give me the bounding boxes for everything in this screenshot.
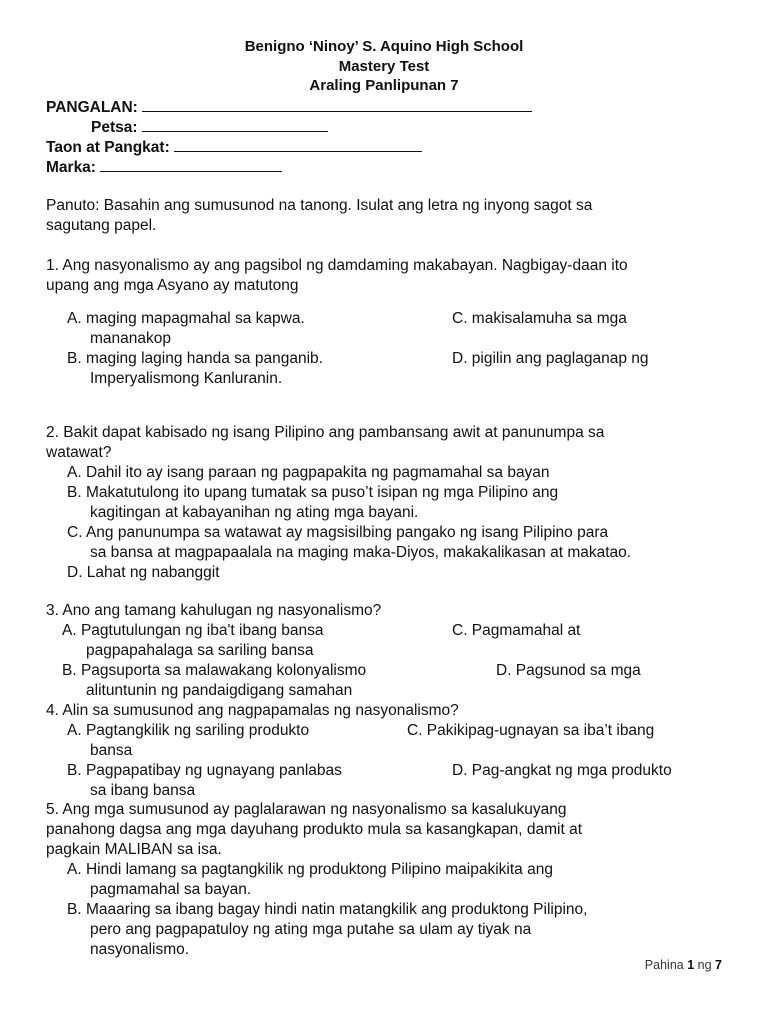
grade-label: Marka: (46, 159, 96, 176)
date-blank (142, 117, 328, 132)
q3-option-b: B. Pagsuporta sa malawakang kolonyalismo (62, 662, 367, 679)
q5-option-b-cont: nasyonalismo. (90, 941, 190, 958)
question-1-text: upang ang mga Asyano ay matutong (46, 277, 299, 294)
page-separator: ng (697, 958, 712, 972)
q3-option-d: D. Pagsunod sa mga (496, 662, 641, 679)
q5-option-b-cont: pero ang pagpapatuloy ng ating mga putahe sa ulam ay tiyak na (90, 921, 532, 938)
name-label: PANGALAN: (46, 99, 138, 116)
instructions-line: sagutang papel. (46, 217, 157, 234)
q4-option-d: D. Pag-angkat ng mga produkto (452, 762, 672, 779)
question-2-text: watawat? (46, 444, 112, 461)
q2-option-b: B. Makatutulong ito upang tumatak sa puso’t isipan ng mga Pilipino ang (67, 484, 559, 501)
q2-option-a: A. Dahil ito ay isang paraan ng pagpapakita ng pagmamahal sa bayan (67, 464, 550, 481)
q3-option-a-cont: pagpapahalaga sa sariling bansa (86, 642, 314, 659)
q3-option-c: C. Pagmamahal at (452, 622, 581, 639)
question-4-text: 4. Alin sa sumusunod ang nagpapamalas ng nasyonalismo? (46, 702, 459, 719)
name-blank (142, 97, 532, 112)
year-section-blank (174, 137, 422, 152)
q1-option-c: C. makisalamuha sa mga (452, 310, 627, 327)
date-field (91, 117, 328, 138)
instructions-line: Panuto: Basahin ang sumusunod na tanong. Isulat ang letra ng inyong sagot sa (46, 197, 593, 214)
year-section-label: Taon at Pangkat: (46, 139, 170, 156)
question-1-text: 1. Ang nasyonalismo ay ang pagsibol ng damdaming makabayan. Nagbigay-daan ito (46, 257, 628, 274)
page-prefix: Pahina (644, 958, 684, 972)
subject-title: Araling Panlipunan 7 (309, 77, 459, 94)
q5-option-b: B. Maaaring sa ibang bagay hindi natin matangkilik ang produktong Pilipino, (67, 901, 588, 918)
q1-option-b: B. maging laging handa sa panganib. (67, 350, 323, 367)
question-5-text: pagkain MALIBAN sa isa. (46, 841, 222, 858)
q2-option-c: C. Ang panunumpa sa watawat ay magsisilbing pangako ng isang Pilipino para (67, 524, 609, 541)
q4-option-d-cont: sa ibang bansa (90, 782, 196, 799)
page-number (645, 958, 722, 972)
date-label: Petsa: (91, 119, 138, 136)
test-title: Mastery Test (338, 57, 430, 75)
q1-option-d: D. pigilin ang paglaganap ng (452, 350, 649, 367)
q4-option-c: C. Pakikipag-ugnayan sa iba’t ibang (407, 722, 655, 739)
q2-option-b-cont: kagitingan at kabayanihan ng ating mga bayani. (90, 504, 419, 521)
q2-option-d: D. Lahat ng nabanggit (67, 564, 220, 581)
q1-option-c-cont: mananakop (90, 330, 172, 347)
question-5-text: panahong dagsa ang mga dayuhang produkto mula sa kasangkapan, damit at (46, 821, 582, 838)
q1-option-d-cont: Imperyalismong Kanluranin. (90, 370, 283, 387)
q2-option-c-cont: sa bansa at magpapaalala na maging maka-Diyos, makakalikasan at makatao. (90, 544, 632, 561)
question-5-text: 5. Ang mga sumusunod ay paglalarawan ng nasyonalismo sa kasalukuyang (46, 801, 567, 818)
grade-blank (100, 157, 282, 172)
q1-option-a: A. maging mapagmahal sa kapwa. (67, 310, 305, 327)
grade-field (46, 157, 282, 178)
current-page: 1 (687, 958, 695, 972)
total-pages: 7 (715, 958, 722, 972)
name-field (46, 97, 532, 118)
q3-option-a: A. Pagtutulungan ng iba't ibang bansa (62, 622, 324, 639)
school-name: Benigno ‘Ninoy’ S. Aquino High School (244, 38, 524, 55)
year-section-field (46, 137, 422, 158)
q4-option-b: B. Pagpapatibay ng ugnayang panlabas (67, 762, 342, 779)
question-2-text: 2. Bakit dapat kabisado ng isang Pilipino ang pambansang awit at panunumpa sa (46, 424, 605, 441)
q5-option-a: A. Hindi lamang sa pagtangkilik ng produktong Pilipino maipakikita ang (67, 861, 553, 878)
q3-option-d-cont: alituntunin ng pandaigdigang samahan (86, 682, 353, 699)
q4-option-c-cont: bansa (90, 742, 133, 759)
document-header (0, 37, 768, 96)
question-3-text: 3. Ano ang tamang kahulugan ng nasyonalismo? (46, 602, 382, 619)
q5-option-a-cont: pagmamahal sa bayan. (90, 881, 252, 898)
q4-option-a: A. Pagtangkilik ng sariling produkto (67, 722, 310, 739)
